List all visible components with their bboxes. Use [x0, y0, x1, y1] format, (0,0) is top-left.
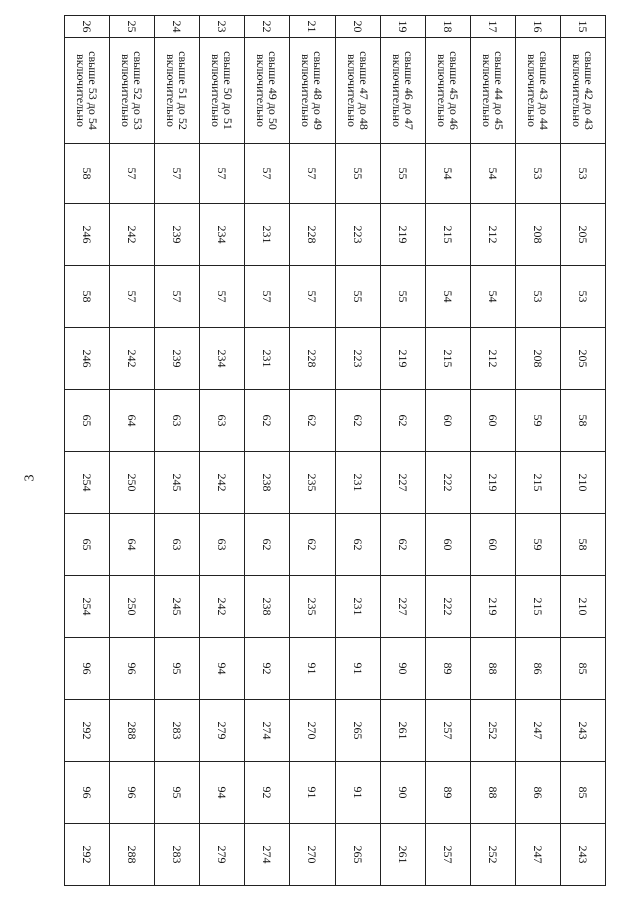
value-cell: 274 — [245, 824, 290, 886]
range-note: включительно — [209, 54, 224, 127]
value-cell: 90 — [380, 762, 425, 824]
value-cell: 274 — [245, 700, 290, 762]
value-cell: 261 — [380, 700, 425, 762]
value-cell: 95 — [155, 638, 200, 700]
table-row — [515, 16, 560, 886]
value-cell: 265 — [335, 700, 380, 762]
value-cell: 62 — [290, 390, 335, 452]
value-cell: 257 — [425, 700, 470, 762]
value-cell: 231 — [245, 204, 290, 266]
value-cell: 96 — [65, 638, 110, 700]
value-cell: 238 — [245, 452, 290, 514]
value-cell: 279 — [200, 824, 245, 886]
value-cell: 210 — [560, 576, 605, 638]
value-cell: 53 — [560, 144, 605, 204]
value-cell: 215 — [425, 204, 470, 266]
value-cell: 223 — [335, 204, 380, 266]
range-cell — [560, 38, 605, 144]
page-number: 3 — [22, 474, 38, 482]
value-cell: 60 — [470, 390, 515, 452]
value-cell: 219 — [380, 204, 425, 266]
range-text: свыше 46 до 47 — [401, 51, 416, 130]
rotated-table-container — [64, 15, 606, 885]
value-cell: 231 — [335, 576, 380, 638]
value-cell: 57 — [245, 144, 290, 204]
value-cell: 215 — [515, 452, 560, 514]
value-cell: 239 — [155, 204, 200, 266]
range-cell — [470, 38, 515, 144]
value-cell: 242 — [200, 576, 245, 638]
table-row — [335, 16, 380, 886]
value-cell: 58 — [65, 144, 110, 204]
range-note: включительно — [524, 54, 539, 127]
value-cell: 63 — [155, 514, 200, 576]
value-cell: 219 — [470, 452, 515, 514]
value-cell: 212 — [470, 328, 515, 390]
value-cell: 246 — [65, 328, 110, 390]
table-row — [245, 16, 290, 886]
value-cell: 215 — [515, 576, 560, 638]
value-cell: 247 — [515, 824, 560, 886]
table-row — [65, 16, 110, 886]
value-cell: 252 — [470, 824, 515, 886]
value-cell: 65 — [65, 390, 110, 452]
table-row — [560, 16, 605, 886]
value-cell: 234 — [200, 328, 245, 390]
value-cell: 88 — [470, 762, 515, 824]
value-cell: 96 — [110, 762, 155, 824]
range-text: свыше 49 до 50 — [266, 51, 281, 130]
range-note: включительно — [434, 54, 449, 127]
table-row — [200, 16, 245, 886]
value-cell: 242 — [110, 204, 155, 266]
value-cell: 239 — [155, 328, 200, 390]
value-cell: 57 — [200, 144, 245, 204]
range-cell — [155, 38, 200, 144]
row-number: 26 — [65, 16, 110, 38]
value-cell: 57 — [110, 144, 155, 204]
value-cell: 63 — [200, 514, 245, 576]
value-cell: 219 — [380, 328, 425, 390]
value-cell: 208 — [515, 204, 560, 266]
value-cell: 222 — [425, 452, 470, 514]
value-cell: 270 — [290, 824, 335, 886]
value-cell: 54 — [425, 144, 470, 204]
value-cell: 55 — [380, 144, 425, 204]
value-cell: 270 — [290, 700, 335, 762]
row-number: 22 — [245, 16, 290, 38]
range-note: включительно — [479, 54, 494, 127]
row-number: 21 — [290, 16, 335, 38]
value-cell: 53 — [515, 266, 560, 328]
value-cell: 63 — [200, 390, 245, 452]
value-cell: 63 — [155, 390, 200, 452]
value-cell: 243 — [560, 700, 605, 762]
row-number: 17 — [470, 16, 515, 38]
value-cell: 85 — [560, 638, 605, 700]
value-cell: 54 — [470, 266, 515, 328]
value-cell: 57 — [155, 266, 200, 328]
value-cell: 228 — [290, 204, 335, 266]
value-cell: 65 — [65, 514, 110, 576]
range-note: включительно — [569, 54, 584, 127]
range-text: свыше 44 до 45 — [491, 51, 506, 130]
value-cell: 89 — [425, 762, 470, 824]
value-cell: 245 — [155, 452, 200, 514]
range-cell — [515, 38, 560, 144]
value-cell: 205 — [560, 204, 605, 266]
value-cell: 60 — [425, 514, 470, 576]
range-text: свыше 53 до 54 — [86, 51, 101, 130]
value-cell: 92 — [245, 638, 290, 700]
value-cell: 55 — [380, 266, 425, 328]
value-cell: 288 — [110, 700, 155, 762]
value-cell: 91 — [335, 762, 380, 824]
range-text: свыше 43 до 44 — [536, 51, 551, 130]
value-cell: 57 — [155, 144, 200, 204]
range-note: включительно — [74, 54, 89, 127]
value-cell: 242 — [200, 452, 245, 514]
range-note: включительно — [344, 54, 359, 127]
value-cell: 91 — [290, 762, 335, 824]
value-cell: 55 — [335, 144, 380, 204]
row-number: 25 — [110, 16, 155, 38]
value-cell: 62 — [380, 514, 425, 576]
value-cell: 57 — [290, 144, 335, 204]
value-cell: 57 — [290, 266, 335, 328]
value-cell: 252 — [470, 700, 515, 762]
value-cell: 235 — [290, 452, 335, 514]
value-cell: 57 — [110, 266, 155, 328]
value-cell: 246 — [65, 204, 110, 266]
value-cell: 64 — [110, 390, 155, 452]
range-note: включительно — [389, 54, 404, 127]
range-cell — [110, 38, 155, 144]
range-cell — [65, 38, 110, 144]
value-cell: 292 — [65, 700, 110, 762]
range-cell — [290, 38, 335, 144]
value-cell: 257 — [425, 824, 470, 886]
value-cell: 53 — [515, 144, 560, 204]
table-row — [290, 16, 335, 886]
value-cell: 235 — [290, 576, 335, 638]
value-cell: 96 — [110, 638, 155, 700]
value-cell: 92 — [245, 762, 290, 824]
value-cell: 54 — [470, 144, 515, 204]
value-cell: 62 — [290, 514, 335, 576]
row-number: 18 — [425, 16, 470, 38]
value-cell: 53 — [560, 266, 605, 328]
value-cell: 250 — [110, 452, 155, 514]
value-cell: 254 — [65, 452, 110, 514]
value-cell: 254 — [65, 576, 110, 638]
value-cell: 60 — [425, 390, 470, 452]
value-cell: 59 — [515, 390, 560, 452]
value-cell: 95 — [155, 762, 200, 824]
value-cell: 60 — [470, 514, 515, 576]
range-note: включительно — [119, 54, 134, 127]
range-text: свыше 45 до 46 — [446, 51, 461, 130]
value-cell: 54 — [425, 266, 470, 328]
value-cell: 215 — [425, 328, 470, 390]
value-cell: 212 — [470, 204, 515, 266]
value-cell: 62 — [380, 390, 425, 452]
value-cell: 208 — [515, 328, 560, 390]
value-cell: 219 — [470, 576, 515, 638]
value-cell: 247 — [515, 700, 560, 762]
value-cell: 91 — [290, 638, 335, 700]
value-cell: 245 — [155, 576, 200, 638]
table-row — [470, 16, 515, 886]
range-cell — [380, 38, 425, 144]
value-cell: 59 — [515, 514, 560, 576]
value-cell: 250 — [110, 576, 155, 638]
value-cell: 292 — [65, 824, 110, 886]
value-cell: 62 — [245, 514, 290, 576]
table-row — [380, 16, 425, 886]
value-cell: 242 — [110, 328, 155, 390]
range-cell — [245, 38, 290, 144]
value-cell: 227 — [380, 452, 425, 514]
value-cell: 222 — [425, 576, 470, 638]
value-cell: 64 — [110, 514, 155, 576]
range-note: включительно — [299, 54, 314, 127]
range-text: свыше 52 до 53 — [131, 51, 146, 130]
range-cell — [425, 38, 470, 144]
value-cell: 57 — [245, 266, 290, 328]
row-number: 16 — [515, 16, 560, 38]
row-number: 15 — [560, 16, 605, 38]
value-cell: 279 — [200, 700, 245, 762]
value-cell: 94 — [200, 638, 245, 700]
value-cell: 57 — [200, 266, 245, 328]
value-cell: 58 — [560, 514, 605, 576]
value-cell: 62 — [335, 390, 380, 452]
value-cell: 231 — [335, 452, 380, 514]
value-cell: 91 — [335, 638, 380, 700]
row-number: 19 — [380, 16, 425, 38]
value-cell: 86 — [515, 638, 560, 700]
value-cell: 90 — [380, 638, 425, 700]
value-cell: 94 — [200, 762, 245, 824]
value-cell: 96 — [65, 762, 110, 824]
range-text: свыше 42 до 43 — [581, 51, 596, 130]
value-cell: 231 — [245, 328, 290, 390]
value-cell: 228 — [290, 328, 335, 390]
value-cell: 205 — [560, 328, 605, 390]
range-note: включительно — [254, 54, 269, 127]
value-cell: 283 — [155, 700, 200, 762]
row-number: 20 — [335, 16, 380, 38]
value-cell: 243 — [560, 824, 605, 886]
value-cell: 261 — [380, 824, 425, 886]
value-cell: 88 — [470, 638, 515, 700]
value-cell: 223 — [335, 328, 380, 390]
range-cell — [200, 38, 245, 144]
range-text: свыше 51 до 52 — [176, 51, 191, 130]
row-number: 23 — [200, 16, 245, 38]
table-row — [110, 16, 155, 886]
table-body — [65, 16, 606, 886]
range-note: включительно — [164, 54, 179, 127]
value-cell: 62 — [335, 514, 380, 576]
row-number: 24 — [155, 16, 200, 38]
range-text: свыше 47 до 48 — [356, 51, 371, 130]
value-cell: 62 — [245, 390, 290, 452]
value-cell: 210 — [560, 452, 605, 514]
value-cell: 283 — [155, 824, 200, 886]
table-row — [155, 16, 200, 886]
value-cell: 227 — [380, 576, 425, 638]
value-cell: 265 — [335, 824, 380, 886]
range-cell — [335, 38, 380, 144]
data-table — [64, 15, 606, 886]
value-cell: 55 — [335, 266, 380, 328]
range-text: свыше 50 до 51 — [221, 51, 236, 130]
value-cell: 288 — [110, 824, 155, 886]
value-cell: 234 — [200, 204, 245, 266]
value-cell: 85 — [560, 762, 605, 824]
value-cell: 58 — [560, 390, 605, 452]
value-cell: 58 — [65, 266, 110, 328]
value-cell: 238 — [245, 576, 290, 638]
value-cell: 86 — [515, 762, 560, 824]
table-row — [425, 16, 470, 886]
value-cell: 89 — [425, 638, 470, 700]
range-text: свыше 48 до 49 — [311, 51, 326, 130]
